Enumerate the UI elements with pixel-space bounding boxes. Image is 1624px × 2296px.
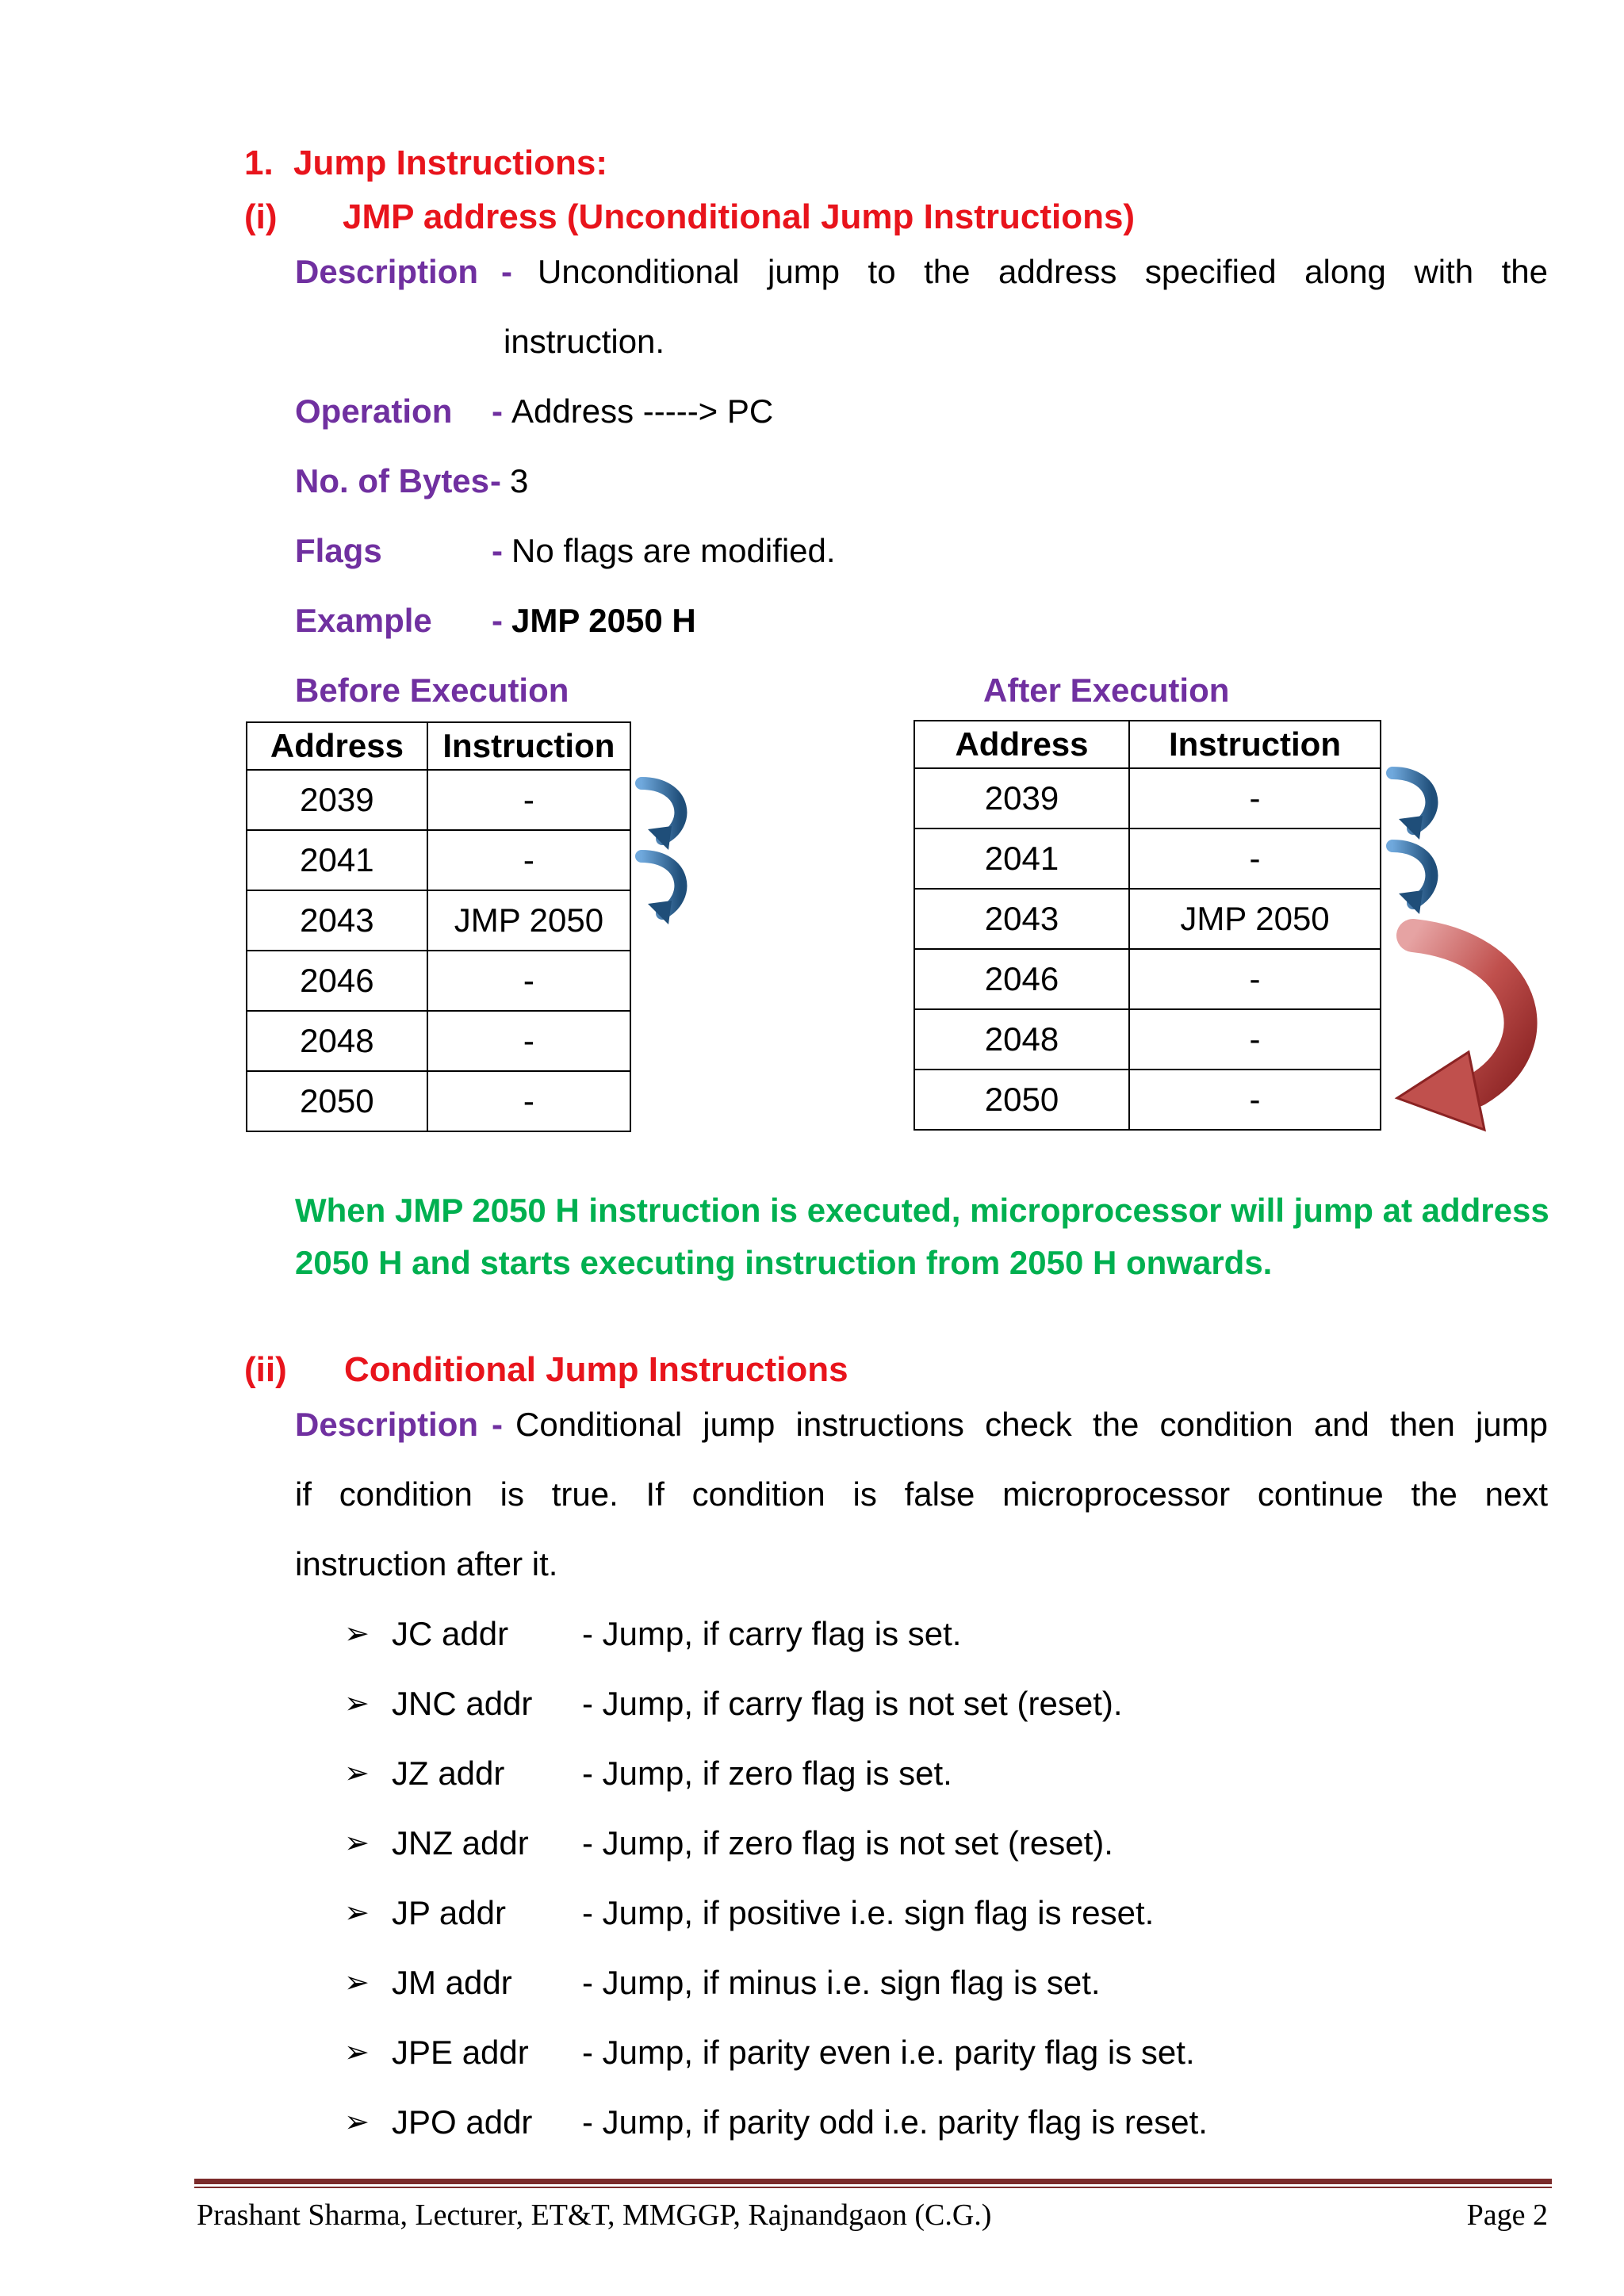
instruction-mnemonic: JP addr [392,1894,506,1931]
instruction-cell: - [427,770,630,830]
footer-divider-thin [194,2187,1552,2188]
address-cell: 2041 [914,828,1129,889]
address-cell: 2039 [247,770,427,830]
jump-note-line1: When JMP 2050 H instruction is executed, microprocessor will jump at address [295,1192,1549,1229]
table-row [247,1071,630,1131]
page-number: Page 2 [1466,2198,1548,2232]
flags-label: Flags [295,532,382,569]
address-cell: 2041 [247,830,427,890]
table-row [914,889,1381,949]
instruction-description: - Jump, if parity even i.e. parity flag is set. [582,2034,1195,2071]
instruction-description: - Jump, if carry flag is set. [582,1615,962,1652]
arrow-bullet-icon: ➢ [344,2036,370,2069]
arrow-bullet-icon: ➢ [344,1687,370,1720]
description-text: Unconditional jump to the address specified along with the [538,253,1548,290]
arrow-bullet-icon: ➢ [344,2106,370,2139]
jump-flow-arrows-icon [1381,765,1556,1154]
column-header-instruction: Instruction [1129,721,1381,768]
instruction-mnemonic: JPO addr [392,2103,533,2141]
instruction-cell: JMP 2050 [427,890,630,951]
instruction-mnemonic: JPE addr [392,2034,529,2071]
label-dash: - [492,532,503,569]
sequential-flow-arrows-icon [630,777,702,951]
table-row [914,828,1381,889]
instruction-mnemonic: JNC addr [392,1685,533,1722]
table-row [247,770,630,830]
arrow-bullet-icon: ➢ [344,1966,370,1999]
instruction-cell: - [427,951,630,1011]
description-text-cont: instruction. [504,323,665,360]
subsection-title: Conditional Jump Instructions [344,1350,848,1389]
description-text-end: instruction after it. [295,1545,558,1582]
flags-value: No flags are modified. [511,532,836,569]
label-dash: - [492,602,503,639]
instruction-mnemonic: JZ addr [392,1755,505,1792]
footer-divider [194,2179,1552,2184]
label-dash: - [492,392,503,430]
example-label: Example [295,602,432,639]
address-cell: 2043 [914,889,1129,949]
instruction-description: - Jump, if positive i.e. sign flag is reset. [582,1894,1155,1931]
bytes-value: 3 [510,462,529,499]
instruction-cell: JMP 2050 [1129,889,1381,949]
column-header-address: Address [914,721,1129,768]
address-cell: 2046 [247,951,427,1011]
address-cell: 2046 [914,949,1129,1009]
arrow-bullet-icon: ➢ [344,1827,370,1860]
description-text-cont: if condition is true. If condition is false microprocessor continue the next [295,1475,1548,1513]
table-row [247,1011,630,1071]
page-heading: Jump Instructions: [293,144,608,182]
address-cell: 2039 [914,768,1129,828]
operation-value: Address -----> PC [511,392,774,430]
address-cell: 2043 [247,890,427,951]
instruction-cell: - [1129,949,1381,1009]
description-text: Conditional jump instructions check the condition and then jump [515,1406,1548,1443]
instruction-cell: - [1129,1009,1381,1070]
instruction-description: - Jump, if carry flag is not set (reset). [582,1685,1123,1722]
instruction-cell: - [427,830,630,890]
address-cell: 2050 [914,1070,1129,1130]
instruction-mnemonic: JM addr [392,1964,512,2001]
after-execution-label: After Execution [983,672,1230,709]
instruction-cell: - [1129,1070,1381,1130]
instruction-cell: - [1129,768,1381,828]
table-header-row [247,722,630,770]
description-label: Description [295,253,479,290]
table-row [914,1009,1381,1070]
address-cell: 2048 [914,1009,1129,1070]
jump-note-line2: 2050 H and starts executing instruction from 2050 H onwards. [295,1244,1273,1281]
table-row [247,830,630,890]
instruction-description: - Jump, if zero flag is set. [582,1755,952,1792]
instruction-cell: - [427,1011,630,1071]
arrow-bullet-icon: ➢ [344,1896,370,1930]
subsection-number: (ii) [244,1350,287,1389]
table-row [914,949,1381,1009]
column-header-instruction: Instruction [427,722,630,770]
instruction-description: - Jump, if minus i.e. sign flag is set. [582,1964,1101,2001]
instruction-mnemonic: JNZ addr [392,1824,529,1862]
table-row [247,951,630,1011]
address-cell: 2050 [247,1071,427,1131]
table-row [247,890,630,951]
section-number: 1. [244,144,274,182]
table-row [914,768,1381,828]
address-cell: 2048 [247,1011,427,1071]
label-dash: - [501,253,512,290]
subsection-number: (i) [244,197,278,236]
instruction-cell: - [427,1071,630,1131]
column-header-address: Address [247,722,427,770]
arrow-bullet-icon: ➢ [344,1757,370,1790]
table-row [914,1070,1381,1130]
arrow-bullet-icon: ➢ [344,1617,370,1651]
example-value: JMP 2050 H [511,602,696,639]
instruction-description: - Jump, if parity odd i.e. parity flag is reset. [582,2103,1208,2141]
before-execution-label: Before Execution [295,672,569,709]
instruction-description: - Jump, if zero flag is not set (reset). [582,1824,1113,1862]
after-memory-table [914,720,1381,1131]
label-dash: - [492,1406,503,1443]
before-memory-table [246,721,631,1132]
instruction-cell: - [1129,828,1381,889]
instruction-mnemonic: JC addr [392,1615,509,1652]
bytes-label: No. of Bytes [295,462,490,499]
subsection-title: JMP address (Unconditional Jump Instructions) [343,197,1136,236]
operation-label: Operation [295,392,453,430]
footer-author: Prashant Sharma, Lecturer, ET&T, MMGGP, Rajnandgaon (C.G.) [197,2198,992,2232]
table-header-row [914,721,1381,768]
description-label: Description [295,1406,479,1443]
label-dash: - [490,462,501,499]
